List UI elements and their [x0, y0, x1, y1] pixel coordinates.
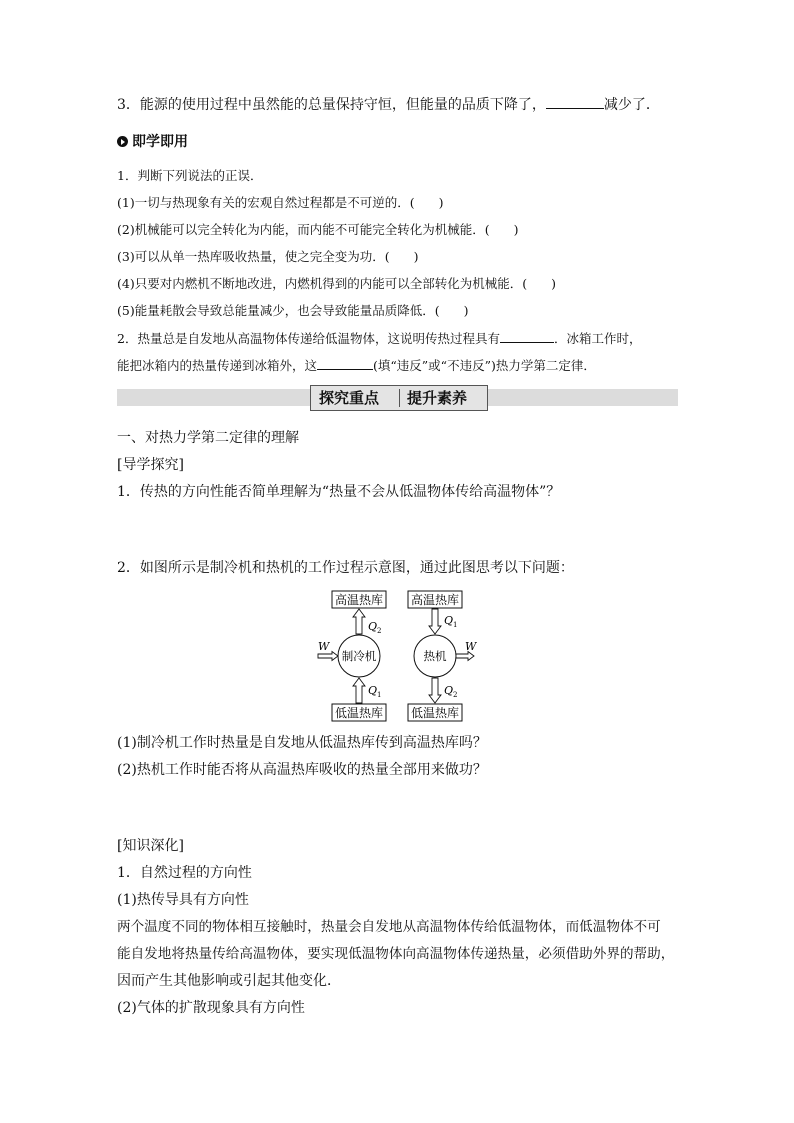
heat-symbol: Q	[368, 620, 378, 633]
item-close: )	[438, 195, 444, 210]
play-icon	[117, 136, 128, 147]
exercise-1-item	[117, 193, 443, 213]
sub-question-1: (1)制冷机工作时热量是自发地从低温热库传到高温热库吗？	[117, 735, 487, 751]
section-banner	[310, 385, 488, 411]
refrigerator-label: 制冷机	[341, 649, 377, 663]
item-close: )	[513, 222, 519, 237]
sub-question-2: (2)热机工作时能否将从高温热库吸收的热量全部用来做功？	[117, 762, 487, 778]
item-close: )	[463, 303, 469, 318]
guide-label: [导学探究]	[117, 457, 184, 473]
section-marker-label: 即学即用	[132, 134, 188, 150]
banner-right: 提升素养	[407, 389, 468, 407]
exercise-2-text: 能把冰箱内的热量传递到冰箱外，这	[117, 358, 318, 373]
exercise-2-line-2	[117, 355, 596, 376]
heat-subscript: 1	[377, 691, 382, 699]
banner-left: 探究重点	[319, 389, 380, 407]
heat-symbol: Q	[368, 684, 378, 697]
knowledge-sub-1: (1)热传导具有方向性	[117, 892, 249, 908]
banner-divider	[399, 389, 400, 407]
heat-subscript: 2	[453, 691, 458, 699]
heat-engine-diagram	[310, 588, 490, 724]
exercise-2-text: (填“违反”或“不违反”)热力学第二定律．	[373, 358, 596, 373]
heat-flow-up-arrow	[353, 609, 365, 634]
section-marker	[117, 132, 188, 152]
question-2: 2．如图所示是制冷机和热机的工作过程示意图，通过此图思考以下问题：	[117, 560, 574, 576]
exercise-2-line-1	[117, 328, 641, 349]
cold-reservoir-label: 低温热库	[334, 706, 384, 720]
heat-label	[444, 614, 458, 629]
heat-flow-down-arrow	[429, 609, 441, 634]
refrigerator-diagram	[318, 591, 386, 721]
exercise-1-heading: 1．判断下列说法的正误．	[117, 168, 263, 183]
knowledge-label: [知识深化]	[117, 838, 184, 854]
heat-label	[368, 620, 382, 635]
exercise-1-item	[117, 301, 468, 321]
heat-label	[444, 684, 458, 699]
heat-label	[368, 684, 382, 699]
heat-subscript: 1	[453, 621, 458, 629]
heat-flow-up-arrow	[353, 678, 365, 703]
exercise-1-item	[117, 220, 518, 240]
work-label: W	[318, 640, 330, 653]
fill-blank[interactable]	[546, 94, 604, 109]
exercise-1-item	[117, 247, 418, 267]
item-text: (5)能量耗散会导致总能量减少，也会导致能量品质降低．(	[117, 303, 440, 318]
heat-subscript: 2	[377, 627, 382, 635]
item-text: (2)机械能可以完全转化为内能，而内能不可能完全转化为机械能．(	[117, 222, 490, 237]
knowledge-paragraph-line: 能自发地将热量传给高温物体，要实现低温物体向高温物体传递热量，必须借助外界的帮助，	[117, 946, 675, 962]
intro-line-3-tail: 减少了．	[603, 97, 660, 113]
exercise-2-text: 2．热量总是自发地从高温物体传递给低温物体，这说明传热过程具有	[117, 331, 500, 346]
knowledge-sub-2: (2)气体的扩散现象具有方向性	[117, 1000, 305, 1016]
heat-engine-part	[408, 591, 478, 721]
fill-blank[interactable]	[500, 328, 554, 343]
heat-symbol: Q	[444, 684, 454, 697]
work-label: W	[465, 640, 477, 653]
heat-symbol: Q	[444, 614, 454, 627]
item-text: (3)可以从单一热库吸收热量，使之完全变为功．(	[117, 249, 390, 264]
item-text: (4)只要对内燃机不断地改进，内燃机得到的内能可以全部转化为机械能．(	[117, 276, 528, 291]
intro-line-3-text: 3．能源的使用过程中虽然能的总量保持守恒，但能量的品质下降了，	[117, 97, 546, 113]
hot-reservoir-label: 高温热库	[334, 593, 384, 607]
knowledge-paragraph-line: 两个温度不同的物体相互接触时，热量会自发地从高温物体传给低温物体，而低温物体不可	[117, 919, 661, 935]
exercise-2-text: ．冰箱工作时，	[553, 331, 642, 346]
cold-reservoir-label: 低温热库	[410, 706, 460, 720]
hot-reservoir-label: 高温热库	[410, 593, 460, 607]
item-close: )	[413, 249, 419, 264]
heat-engine-label: 热机	[423, 649, 447, 663]
intro-line-3	[117, 94, 660, 115]
knowledge-item-1: 1．自然过程的方向性	[117, 865, 252, 881]
section-title: 一、对热力学第二定律的理解	[117, 430, 299, 446]
item-close: )	[551, 276, 556, 291]
item-text: (1)一切与热现象有关的宏观自然过程都是不可逆的．(	[117, 195, 415, 210]
heat-flow-down-arrow	[429, 678, 441, 703]
exercise-1-item	[117, 274, 556, 294]
question-1: 1．传热的方向性能否简单理解为“热量不会从低温物体传给高温物体”？	[117, 484, 561, 500]
fill-blank[interactable]	[317, 355, 373, 370]
knowledge-paragraph-line: 因而产生其他影响或引起其他变化．	[117, 973, 341, 989]
